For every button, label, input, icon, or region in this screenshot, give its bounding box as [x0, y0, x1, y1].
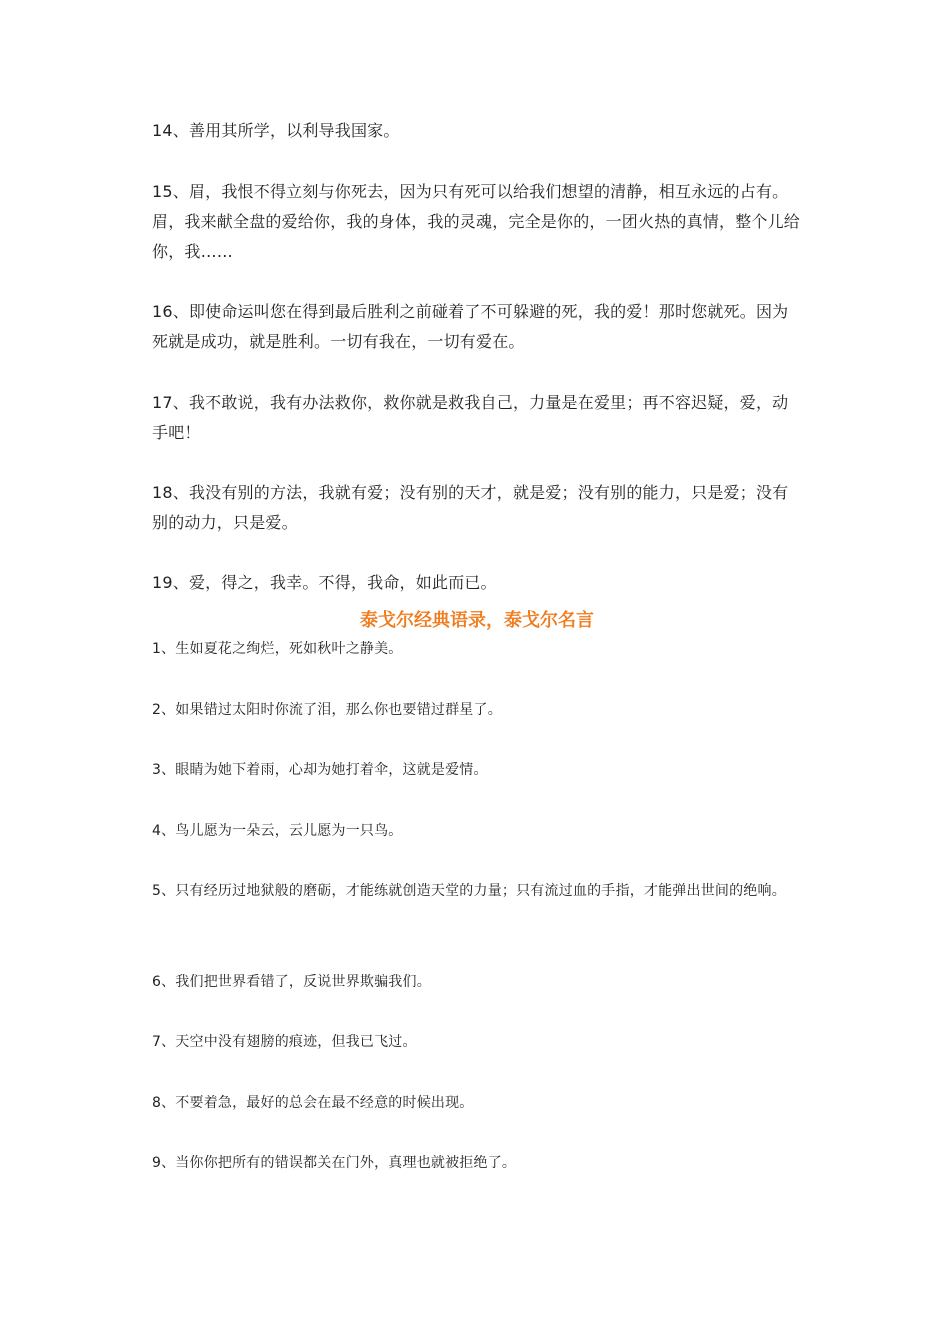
tagore-quote-8: 8、不要着急，最好的总会在最不经意的时候出现。	[152, 1095, 474, 1111]
quote-15: 15、眉，我恨不得立刻与你死去，因为只有死可以给我们想望的清静，相互永远的占有。眉，我来献全盘的爱给你，我的身体，我的灵魂，完全是你的，一团火热的真情，整个儿给你，我……	[152, 182, 801, 261]
quote-18: 18、我没有别的方法，我就有爱；没有别的天才，就是爱；没有别的能力，只是爱；没有别的动力，只是爱。	[152, 483, 789, 532]
tagore-quote-1: 1、生如夏花之绚烂，死如秋叶之静美。	[152, 641, 403, 657]
quote-14: 14、善用其所学，以利导我国家。	[152, 121, 400, 140]
tagore-quote-3: 3、眼睛为她下着雨，心却为她打着伞，这就是爱情。	[152, 762, 488, 778]
quote-17: 17、我不敢说，我有办法救你，救你就是救我自己，力量是在爱里；再不容迟疑，爱，动手吧！	[152, 393, 789, 442]
quote-16: 16、即使命运叫您在得到最后胜利之前碰着了不可躲避的死，我的爱！那时您就死。因为死就是成功，就是胜利。一切有我在，一切有爱在。	[152, 302, 789, 351]
section-heading-tagore: 泰戈尔经典语录，泰戈尔名言	[360, 610, 594, 631]
quote-19: 19、爱，得之，我幸。不得，我命，如此而已。	[152, 573, 497, 592]
tagore-quote-6: 6、我们把世界看错了，反说世界欺骗我们。	[152, 974, 431, 990]
tagore-quote-4: 4、鸟儿愿为一朵云，云儿愿为一只鸟。	[152, 823, 403, 839]
tagore-quote-5: 5、只有经历过地狱般的磨砺，才能练就创造天堂的力量；只有流过血的手指，才能弹出世间的绝响。	[152, 883, 786, 899]
tagore-quote-9: 9、当你你把所有的错误都关在门外，真理也就被拒绝了。	[152, 1155, 517, 1171]
tagore-quote-7: 7、天空中没有翅膀的痕迹，但我已飞过。	[152, 1034, 417, 1050]
tagore-quote-2: 2、如果错过太阳时你流了泪，那么你也要错过群星了。	[152, 702, 502, 718]
